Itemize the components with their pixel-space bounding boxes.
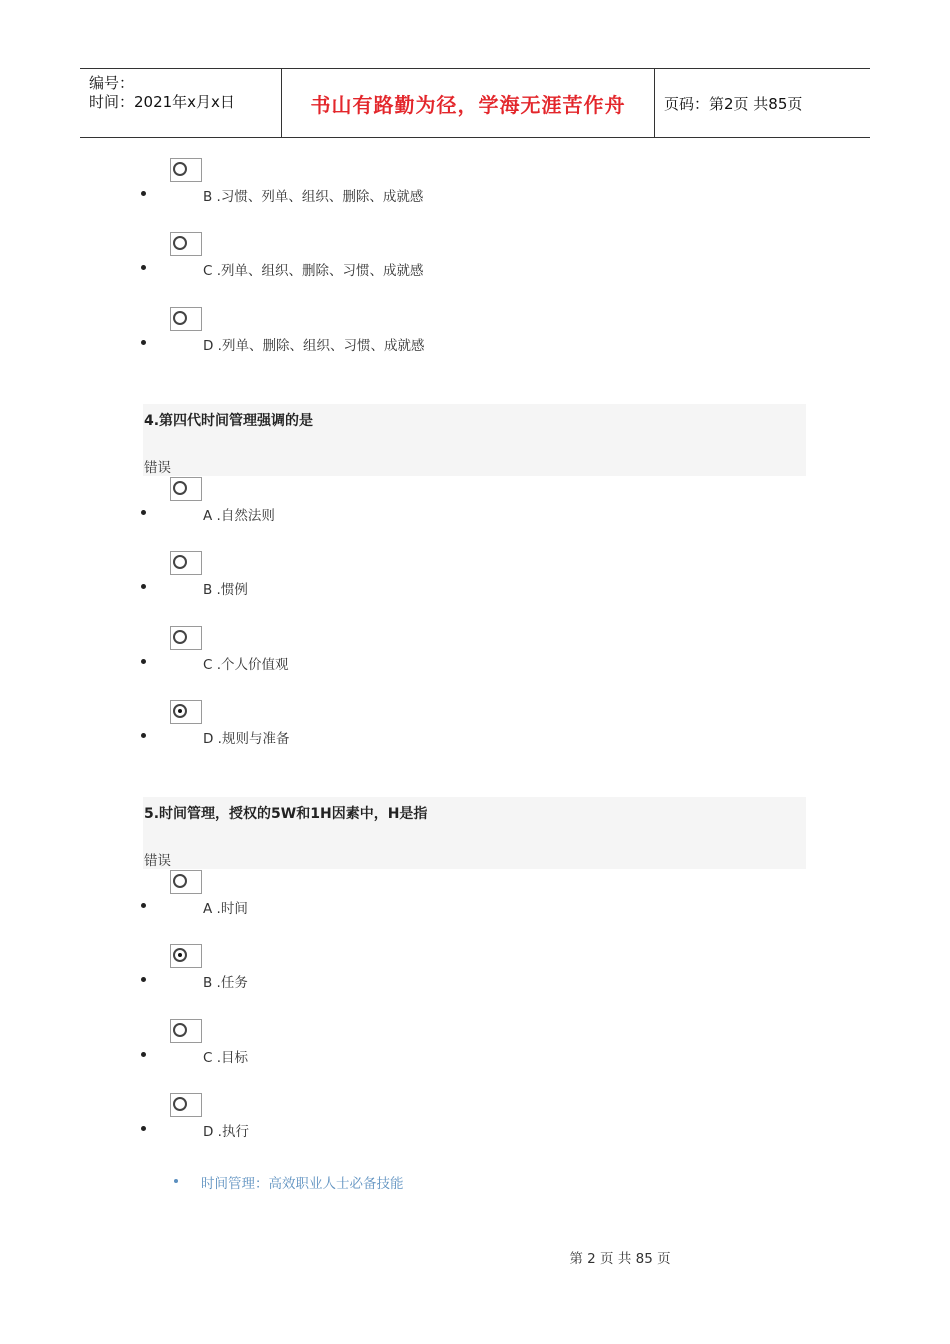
bullet-icon — [141, 340, 146, 345]
radio-selected-icon — [173, 948, 187, 962]
radio-button[interactable] — [170, 626, 202, 650]
radio-circle-icon — [173, 874, 187, 888]
option-label: C .列单、组织、删除、习惯、成就感 — [203, 263, 424, 279]
question-status: 错误 — [144, 460, 171, 476]
question-header — [143, 797, 806, 869]
bullet-icon — [141, 584, 146, 589]
question-header — [143, 404, 806, 476]
bullet-icon — [141, 510, 146, 515]
motto: 书山有路勤为径，学海无涯苦作舟 — [310, 92, 626, 117]
option-label: B .任务 — [203, 975, 248, 991]
header-motto-cell — [281, 69, 655, 137]
option-label: A .自然法则 — [203, 508, 275, 524]
date-label: 时间：2021年x月x日 — [89, 93, 235, 111]
option-label: B .习惯、列单、组织、删除、成就感 — [203, 189, 424, 205]
bullet-icon — [174, 1179, 178, 1183]
number-label: 编号： — [89, 74, 135, 92]
radio-button[interactable] — [170, 551, 202, 575]
page-info: 页码：第2页 共85页 — [664, 94, 803, 113]
option-item[interactable] — [0, 870, 950, 930]
course-link-item[interactable] — [174, 1172, 574, 1192]
option-item[interactable] — [0, 307, 950, 367]
option-label: C .目标 — [203, 1050, 249, 1066]
question-status: 错误 — [144, 853, 171, 869]
radio-button[interactable] — [170, 477, 202, 501]
radio-circle-icon — [173, 162, 187, 176]
bullet-icon — [141, 977, 146, 982]
radio-button[interactable] — [170, 158, 202, 182]
radio-circle-icon — [173, 481, 187, 495]
question-title: 5.时间管理，授权的5W和1H因素中，H是指 — [144, 806, 428, 822]
question-title: 4.第四代时间管理强调的是 — [144, 413, 314, 429]
radio-circle-icon — [173, 630, 187, 644]
radio-button[interactable] — [170, 307, 202, 331]
radio-button[interactable] — [170, 232, 202, 256]
option-item[interactable] — [0, 1093, 950, 1153]
bullet-icon — [141, 659, 146, 664]
option-item[interactable] — [0, 626, 950, 686]
radio-selected-icon — [173, 704, 187, 718]
radio-button-selected[interactable] — [170, 944, 202, 968]
bullet-icon — [141, 1052, 146, 1057]
option-item[interactable] — [0, 551, 950, 611]
radio-button[interactable] — [170, 1093, 202, 1117]
radio-circle-icon — [173, 555, 187, 569]
page-footer: 第 2 页 共 85 页 — [569, 1251, 671, 1267]
radio-circle-icon — [173, 1023, 187, 1037]
bullet-icon — [141, 265, 146, 270]
option-item[interactable] — [0, 232, 950, 292]
bullet-icon — [141, 733, 146, 738]
option-label: D .规则与准备 — [203, 731, 290, 747]
option-item[interactable] — [0, 1019, 950, 1079]
option-item[interactable] — [0, 158, 950, 218]
radio-button[interactable] — [170, 870, 202, 894]
radio-circle-icon — [173, 1097, 187, 1111]
bullet-icon — [141, 903, 146, 908]
option-item[interactable] — [0, 477, 950, 537]
option-item[interactable] — [0, 700, 950, 760]
bullet-icon — [141, 1126, 146, 1131]
header-page-cell — [655, 69, 870, 137]
option-label: D .执行 — [203, 1124, 249, 1140]
radio-button-selected[interactable] — [170, 700, 202, 724]
radio-circle-icon — [173, 236, 187, 250]
document-header — [80, 68, 870, 138]
option-label: C .个人价值观 — [203, 657, 289, 673]
bullet-icon — [141, 191, 146, 196]
radio-button[interactable] — [170, 1019, 202, 1043]
header-meta-cell — [80, 69, 280, 137]
option-label: A .时间 — [203, 901, 248, 917]
course-link[interactable]: 时间管理：高效职业人士必备技能 — [201, 1176, 404, 1192]
option-label: B .惯例 — [203, 582, 248, 598]
radio-circle-icon — [173, 311, 187, 325]
option-label: D .列单、删除、组织、习惯、成就感 — [203, 338, 425, 354]
option-item[interactable] — [0, 944, 950, 1004]
